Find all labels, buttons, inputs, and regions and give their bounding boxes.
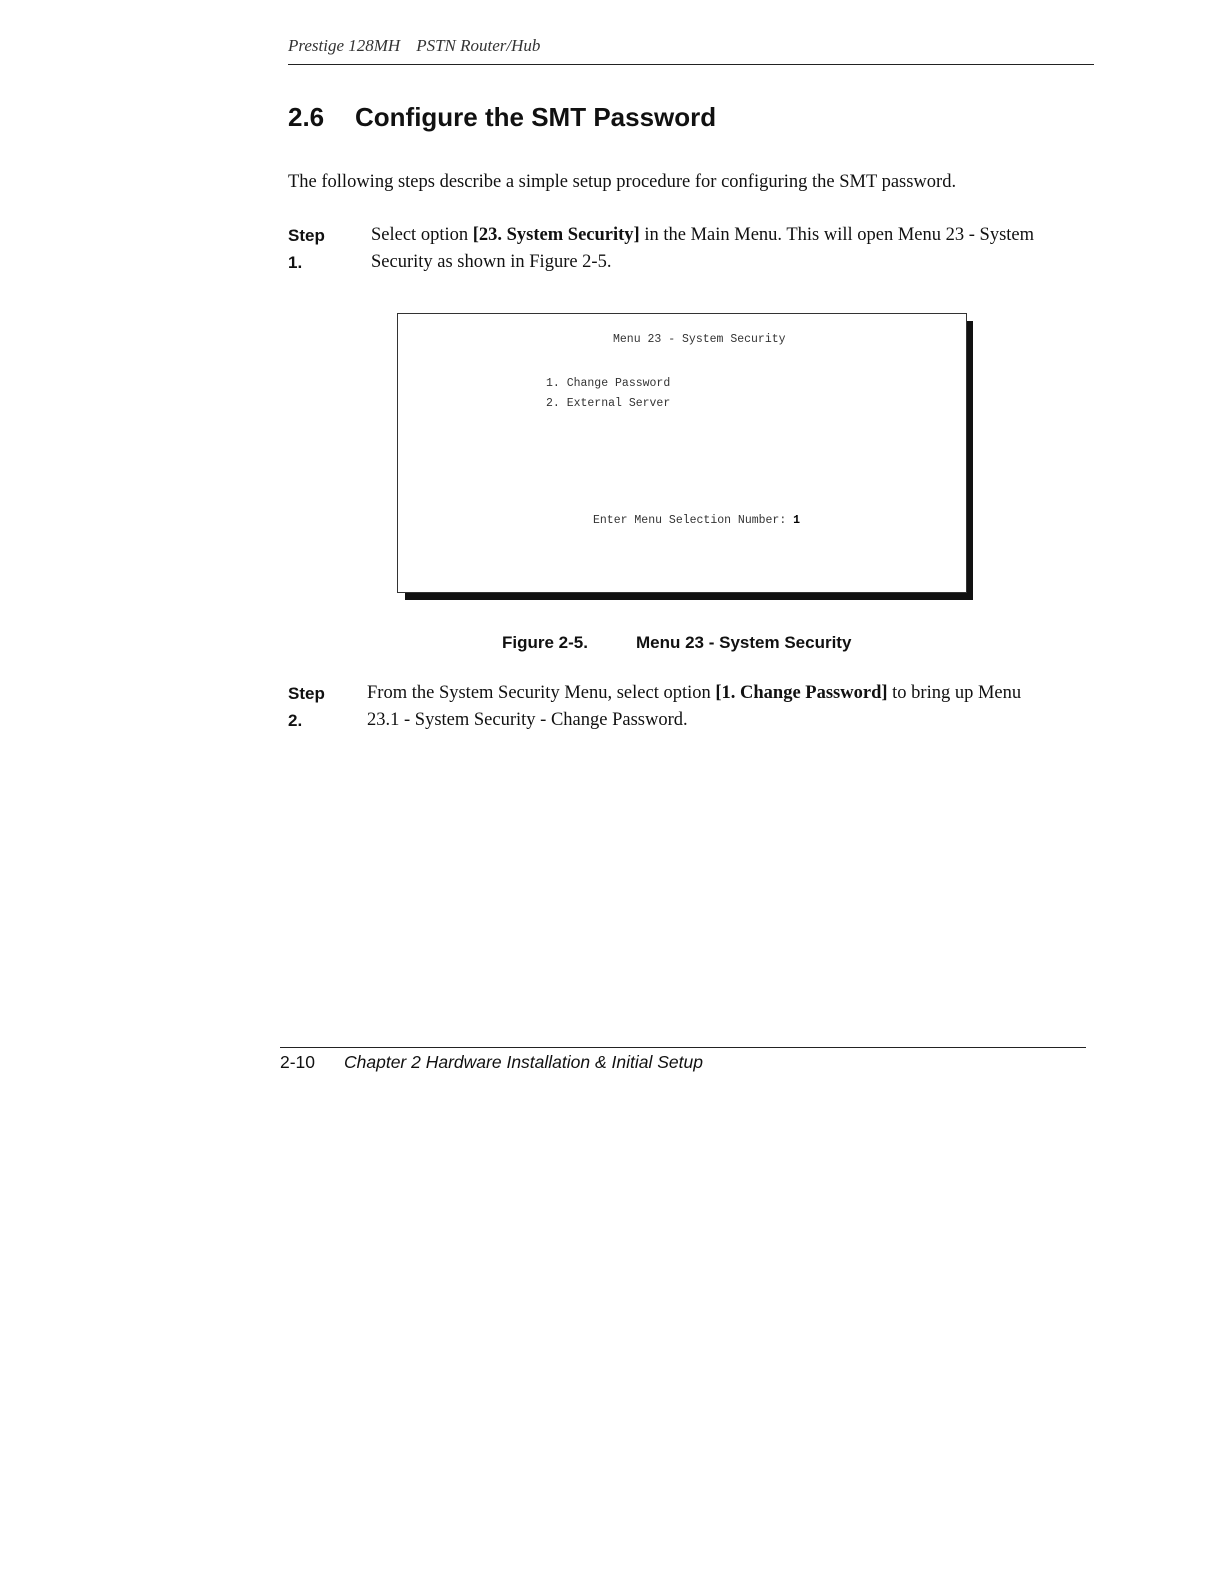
step-1-text-pre: Select option [371,225,473,245]
step-1-text-post: in the Main Menu. This will open Menu 23 - System Security as shown in Figure 2-5. [371,225,1035,272]
header-product: Prestige 128MH [288,36,401,55]
step-1-label: Step 1. [288,226,325,272]
step-2-text-pre: From the System Security Menu, select option [367,683,716,703]
step-2-option: [1. Change Password] [715,683,888,703]
step-1-text [371,222,1051,276]
prompt-label: Enter Menu Selection Number: [593,514,794,527]
page-number: 2-10 [280,1052,316,1072]
chapter-prefix: Chapter 2 [344,1052,421,1072]
terminal-screen [397,313,967,593]
section-heading [288,102,716,133]
menu-selection-prompt [593,514,800,527]
figure-label: Figure 2-5. [502,633,588,652]
figure-caption [502,633,851,653]
step-2-label: Step 2. [288,684,325,730]
menu-option-external-server[interactable]: 2. External Server [546,397,671,410]
footer-rule [280,1047,1086,1048]
step-2-text-post: to bring up Menu 23.1 - System Security - Change Password. [367,683,1022,730]
page-footer [280,1052,703,1073]
header-subtitle: PSTN Router/Hub [416,36,541,55]
intro-paragraph: The following steps describe a simple setup procedure for configuring the SMT password. [288,172,957,192]
terminal-menu-title: Menu 23 - System Security [613,333,786,346]
header-rule [288,64,1094,65]
step-1-option: [23. System Security] [472,225,640,245]
section-title: Configure the SMT Password [355,102,717,132]
running-header [288,36,540,56]
chapter-title: Hardware Installation & Initial Setup [425,1052,703,1072]
menu-option-change-password[interactable]: 1. Change Password [546,377,671,390]
section-number: 2.6 [288,102,325,132]
figure-title: Menu 23 - System Security [636,633,852,652]
step-2-text [367,680,1047,734]
menu-selection-input[interactable]: 1 [793,514,801,527]
